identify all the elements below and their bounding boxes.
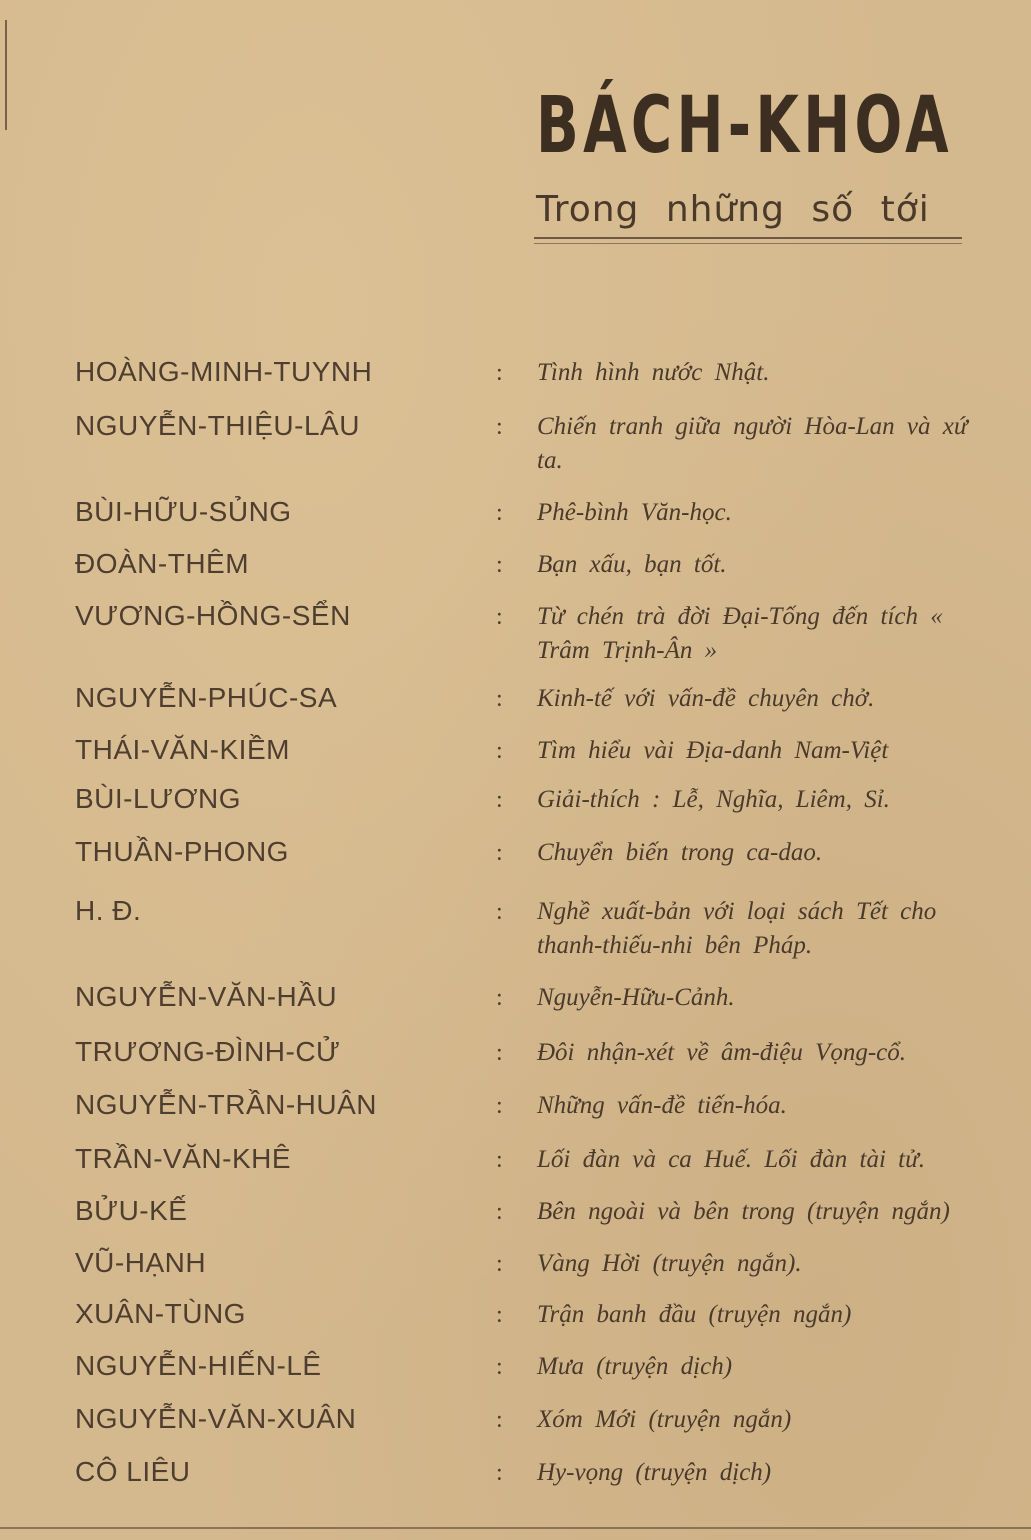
separator: : <box>496 899 503 925</box>
author-name: XUÂN-TÙNG <box>75 1298 246 1329</box>
section-subtitle: Trong những số tới <box>536 189 930 230</box>
author-name: ĐOÀN-THÊM <box>75 548 250 579</box>
article-title: Xóm Mới (truyện ngắn) <box>537 1406 792 1433</box>
author-name: NGUYỄN-VĂN-HẦU <box>75 981 338 1012</box>
article-title: Tìm hiểu vài Địa-danh Nam-Việt <box>537 737 889 764</box>
separator: : <box>496 360 503 386</box>
author-name: NGUYỄN-VĂN-XUÂN <box>75 1403 357 1434</box>
article-title: Vàng Hời (truyện ngắn). <box>537 1250 802 1277</box>
author-name: H. Đ. <box>75 895 142 926</box>
separator: : <box>496 1040 503 1066</box>
separator: : <box>496 787 503 813</box>
author-name: NGUYỄN-THIỆU-LÂU <box>75 410 360 441</box>
article-title: Chiến tranh giữa người Hòa-Lan và xứ ta. <box>537 413 968 474</box>
article-title: Những vấn-đề tiến-hóa. <box>537 1092 787 1119</box>
article-title: Giải-thích : Lễ, Nghĩa, Liêm, Sỉ. <box>537 786 890 813</box>
article-title: Nguyễn-Hữu-Cảnh. <box>537 984 735 1011</box>
article-title: Tình hình nước Nhật. <box>537 359 770 386</box>
article-title: Trận banh đầu (truyện ngắn) <box>537 1301 852 1328</box>
separator: : <box>496 1251 503 1277</box>
separator: : <box>496 840 503 866</box>
author-name: VŨ-HẠNH <box>75 1247 207 1278</box>
author-name: NGUYỄN-PHÚC-SA <box>75 682 338 713</box>
separator: : <box>496 1302 503 1328</box>
separator: : <box>496 500 503 526</box>
separator: : <box>496 1199 503 1225</box>
article-title: Chuyển biến trong ca-dao. <box>537 839 823 866</box>
magazine-title: BÁCH-KHOA <box>536 81 953 171</box>
author-name: BÙI-LƯƠNG <box>75 783 241 814</box>
separator: : <box>496 738 503 764</box>
separator: : <box>496 1407 503 1433</box>
author-name: THÁI-VĂN-KIỀM <box>75 734 290 765</box>
author-name: HOÀNG-MINH-TUYNH <box>75 356 373 387</box>
author-name: BÙI-HỮU-SỦNG <box>75 496 292 527</box>
separator: : <box>496 686 503 712</box>
separator: : <box>496 1460 503 1486</box>
author-name: NGUYỄN-TRẦN-HUÂN <box>75 1089 377 1120</box>
article-title: Từ chén trà đời Đại-Tống đến tích « Trâm Trịnh-Ân » <box>537 603 943 664</box>
author-name: THUẦN-PHONG <box>75 836 289 867</box>
article-title: Lối đàn và ca Huế. Lối đàn tài tử. <box>537 1146 926 1173</box>
article-title: Đôi nhận-xét về âm-điệu Vọng-cổ. <box>537 1039 907 1066</box>
article-title: Hy-vọng (truyện dịch) <box>537 1459 772 1486</box>
author-name: NGUYỄN-HIẾN-LÊ <box>75 1350 322 1381</box>
author-name: VƯƠNG-HỒNG-SỂN <box>75 600 351 631</box>
separator: : <box>496 1354 503 1380</box>
article-title: Phê-bình Văn-học. <box>537 499 732 526</box>
author-name: TRƯƠNG-ĐÌNH-CỬ <box>75 1036 341 1067</box>
article-title: Bên ngoài và bên trong (truyện ngắn) <box>537 1198 950 1225</box>
article-title: Kinh-tế với vấn-đề chuyên chở. <box>537 685 875 712</box>
separator: : <box>496 1093 503 1119</box>
article-title: Bạn xấu, bạn tốt. <box>537 551 727 578</box>
separator: : <box>496 604 503 630</box>
separator: : <box>496 1147 503 1173</box>
separator: : <box>496 552 503 578</box>
article-title: Mưa (truyện dịch) <box>537 1353 733 1380</box>
article-title: Nghề xuất-bản với loại sách Tết cho thanh-thiếu-nhi bên Pháp. <box>537 898 937 959</box>
separator: : <box>496 414 503 440</box>
separator: : <box>496 985 503 1011</box>
author-name: TRẦN-VĂN-KHÊ <box>75 1143 292 1174</box>
author-name: BỬU-KẾ <box>75 1195 188 1226</box>
author-name: CÔ LIÊU <box>75 1456 191 1487</box>
